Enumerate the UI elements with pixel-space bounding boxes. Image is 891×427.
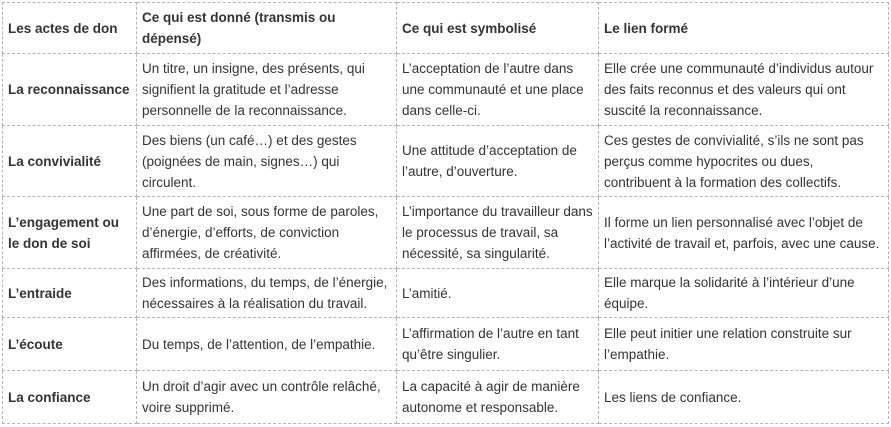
table-cell: L’amitié.: [397, 269, 599, 318]
column-header-given: Ce qui est donné (transmis ou dépensé): [137, 3, 397, 54]
table-cell: Les liens de confiance.: [599, 371, 889, 424]
table-row: [3, 197, 889, 269]
column-header-symbolized: Ce qui est symbolisé: [397, 3, 599, 54]
table-cell: Elle marque la solidarité à l’intérieur d’une équipe.: [599, 269, 889, 318]
row-label: L’écoute: [3, 318, 137, 371]
table-cell: L’importance du travailleur dans le processus de travail, sa nécessité, sa singularité.: [397, 197, 599, 269]
row-label: La convivialité: [3, 126, 137, 197]
table-cell: Il forme un lien personnalisé avec l’objet de l’activité de travail et, parfois, avec une cause.: [599, 197, 889, 269]
header-row: [3, 3, 889, 54]
table-cell: Des biens (un café…) et des gestes (poignées de main, signes…) qui circulent.: [137, 126, 397, 197]
table-cell: Des informations, du temps, de l’énergie, nécessaires à la réalisation du travail.: [137, 269, 397, 318]
table-row: [3, 269, 889, 318]
row-label: L’engagement ou le don de soi: [3, 197, 137, 269]
table-cell: Une attitude d’acceptation de l’autre, d’ouverture.: [397, 126, 599, 197]
row-label: L’entraide: [3, 269, 137, 318]
column-header-link: Le lien formé: [599, 3, 889, 54]
table-cell: L’affirmation de l’autre en tant qu’être singulier.: [397, 318, 599, 371]
row-label: La confiance: [3, 371, 137, 424]
table-row: [3, 54, 889, 126]
table-cell: Elle peut initier une relation construite sur l’empathie.: [599, 318, 889, 371]
table-row: [3, 126, 889, 197]
table-cell: Une part de soi, sous forme de paroles, d’énergie, d’efforts, de conviction affirmées, de créativité.: [137, 197, 397, 269]
table-cell: Ces gestes de convivialité, s’ils ne sont pas perçus comme hypocrites ou dues, contribuent à la formation des collectifs.: [599, 126, 889, 197]
table-cell: La capacité à agir de manière autonome et responsable.: [397, 371, 599, 424]
table-row: [3, 318, 889, 371]
table-cell: L’acceptation de l’autre dans une communauté et une place dans celle-ci.: [397, 54, 599, 126]
page: [0, 2, 891, 427]
column-header-acts: Les actes de don: [3, 3, 137, 54]
row-label: La reconnaissance: [3, 54, 137, 126]
table-row: [3, 371, 889, 424]
table-cell: Un titre, un insigne, des présents, qui signifient la gratitude et l’adresse personnelle de la reconnaissance.: [137, 54, 397, 126]
acts-of-giving-table: [2, 2, 889, 424]
table-cell: Du temps, de l’attention, de l’empathie.: [137, 318, 397, 371]
table-cell: Elle crée une communauté d’individus autour des faits reconnus et des valeurs qui ont suscité la reconnaissance.: [599, 54, 889, 126]
table-cell: Un droit d’agir avec un contrôle relâché, voire supprimé.: [137, 371, 397, 424]
